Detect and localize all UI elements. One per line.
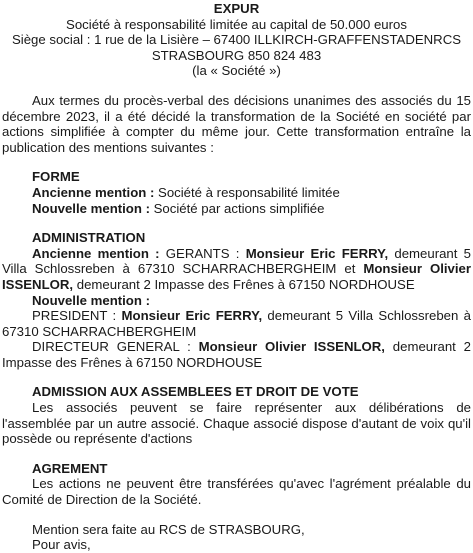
section-admission	[2, 384, 471, 446]
closing-line: Pour avis,	[32, 537, 91, 553]
closing-block	[2, 522, 471, 553]
forme-new-mention	[2, 201, 471, 217]
section-heading: FORME	[32, 169, 80, 185]
closing-line: Mention sera faite au RCS de STRASBOURG,	[32, 521, 305, 537]
section-agrement	[2, 461, 471, 508]
rcs-number: STRASBOURG 850 824 483	[151, 47, 322, 63]
person-name: Monsieur Olivier ISSENLOR,	[198, 339, 385, 355]
person-name: Monsieur Eric FERRY,	[121, 308, 263, 324]
notice-header	[2, 1, 471, 79]
forme-old-mention	[2, 185, 471, 201]
registered-office: Siège social : 1 rue de la Lisière – 67400 ILLKIRCH-GRAFFENSTADENRCS	[11, 32, 462, 48]
person-address: demeurant 2 Impasse des Frênes à 67150 NORDHOUSE	[76, 276, 415, 292]
admission-text: Les associés peuvent se faire représenter aux délibérations de l'assemblée par un autre associé. Chaque associé dispose d'autant de voix qu'il possède ou représente d'actions	[2, 400, 471, 447]
person-name: Monsieur Olivier ISSENLOR,	[2, 261, 471, 292]
president-entry	[2, 308, 471, 339]
legal-notice	[0, 1, 473, 553]
agrement-text: Les actions ne peuvent être transférées qu'avec l'agrément préalable du Comité de Direction de la Société.	[2, 476, 471, 508]
section-heading: AGREMENT	[32, 460, 108, 476]
role-label: GERANTS :	[165, 245, 240, 261]
mention-label: Nouvelle mention :	[32, 200, 150, 216]
person-address: demeurant 2 Impasse des Frênes à 67150 NORDHOUSE	[2, 339, 471, 370]
company-name: EXPUR	[213, 1, 260, 16]
section-heading: ADMINISTRATION	[32, 230, 146, 246]
intro-paragraph: Aux termes du procès-verbal des décisions unanimes des associés du 15 décembre 2023, il a été décidé la transformation de la Société en société par actions simplifiée à compter du même jour. Cette transformation entraîne la publication des mentions suivantes :	[2, 92, 471, 155]
administration-old-mention	[2, 246, 471, 293]
mention-label: Ancienne mention :	[32, 245, 160, 261]
mention-value: Société à responsabilité limitée	[158, 184, 340, 200]
role-label: DIRECTEUR GENERAL :	[32, 339, 191, 355]
mention-label: Ancienne mention :	[32, 184, 155, 200]
section-heading: ADMISSION AUX ASSEMBLEES ET DROIT DE VOTE	[32, 384, 359, 400]
section-administration	[2, 230, 471, 370]
mention-value: Société par actions simplifiée	[153, 200, 325, 216]
person-address: demeurant 5 Villa Schlossreben à 67310 SCHARRACHBERGHEIM	[2, 308, 471, 339]
director-entry	[2, 339, 471, 370]
section-forme	[2, 169, 471, 216]
mention-label: Nouvelle mention :	[32, 292, 150, 308]
person-address: demeurant 5 Villa Schlossreben à 67310 SCHARRACHBERGHEIM et	[2, 245, 471, 277]
person-name: Monsieur Eric FERRY,	[245, 245, 389, 261]
role-label: PRESIDENT :	[32, 308, 117, 324]
company-form: Société à responsabilité limitée au capital de 50.000 euros	[66, 16, 407, 32]
company-alias: (la « Société »)	[192, 63, 281, 79]
